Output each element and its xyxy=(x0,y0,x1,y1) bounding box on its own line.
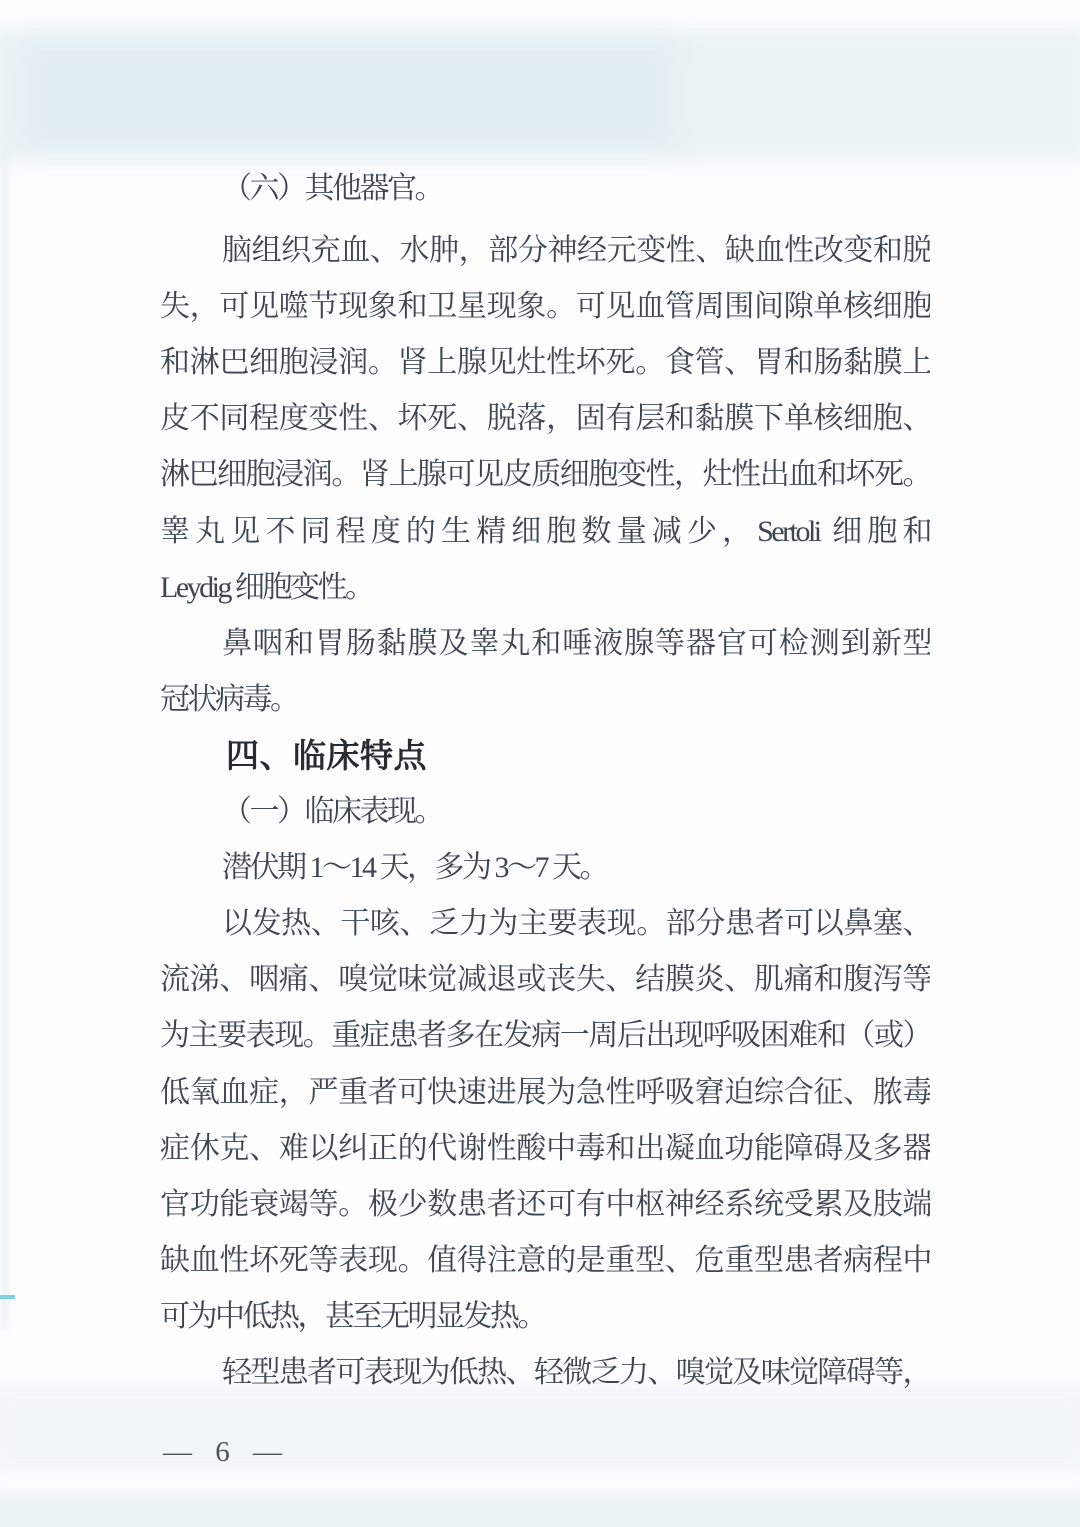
body-line: 皮不同程度变性、坏死、脱落，固有层和黏膜下单核细胞、 xyxy=(160,402,930,436)
scan-tint-top xyxy=(0,28,1080,160)
scan-tint-left-edge xyxy=(0,150,9,1330)
body-line: Leydig 细胞变性。 xyxy=(160,570,373,604)
body-line: 鼻咽和胃肠黏膜及睾丸和唾液腺等器官可检测到新型 xyxy=(222,626,930,660)
scan-artifact-cyan-mark xyxy=(0,1295,15,1299)
text-column xyxy=(160,161,930,1401)
scan-tint-top-patch xyxy=(18,40,678,152)
body-line: 官功能衰竭等。极少数患者还可有中枢神经系统受累及肢端 xyxy=(160,1187,930,1221)
page-number: — 6 — xyxy=(163,1436,283,1468)
body-line: 流涕、咽痛、嗅觉味觉减退或丧失、结膜炎、肌痛和腹泻等 xyxy=(160,963,930,997)
body-line-incubation-period: 潜伏期 1～14 天，多为 3～7 天。 xyxy=(222,851,607,885)
body-line: 低氧血症，严重者可快速进展为急性呼吸窘迫综合征、脓毒 xyxy=(160,1075,930,1109)
body-line: 脑组织充血、水肿，部分神经元变性、缺血性改变和脱 xyxy=(222,234,930,268)
body-line: 症休克、难以纠正的代谢性酸中毒和出凝血功能障碍及多器 xyxy=(160,1131,930,1165)
body-line: 可为中低热，甚至无明显发热。 xyxy=(160,1299,545,1333)
body-line: 以发热、干咳、乏力为主要表现。部分患者可以鼻塞、 xyxy=(222,907,930,941)
body-line: 缺血性坏死等表现。值得注意的是重型、危重型患者病程中 xyxy=(160,1243,930,1277)
body-line: 淋巴细胞浸润。肾上腺可见皮质细胞变性，灶性出血和坏死。 xyxy=(160,458,930,492)
body-line: 冠状病毒。 xyxy=(160,682,298,716)
body-line: 和淋巴细胞浸润。肾上腺见灶性坏死。食管、胃和肠黏膜上 xyxy=(160,346,930,380)
scan-tint-bottom-strip xyxy=(0,1494,1080,1527)
subsection-heading-other-organs: （六）其他器官。 xyxy=(222,172,442,205)
body-line: 失，可见噬节现象和卫星现象。可见血管周围间隙单核细胞 xyxy=(160,290,930,324)
body-line: 为主要表现。重症患者多在发病一周后出现呼吸困难和（或） xyxy=(160,1019,930,1053)
body-line: 睾丸见不同程度的生精细胞数量减少，Sertoli 细胞和 xyxy=(160,514,930,548)
chapter-heading-clinical-features: 四、临床特点 xyxy=(226,736,427,774)
body-line: 轻型患者可表现为低热、轻微乏力、嗅觉及味觉障碍等， xyxy=(222,1355,930,1389)
subsection-heading-clinical-manifestations: （一）临床表现。 xyxy=(222,795,442,829)
